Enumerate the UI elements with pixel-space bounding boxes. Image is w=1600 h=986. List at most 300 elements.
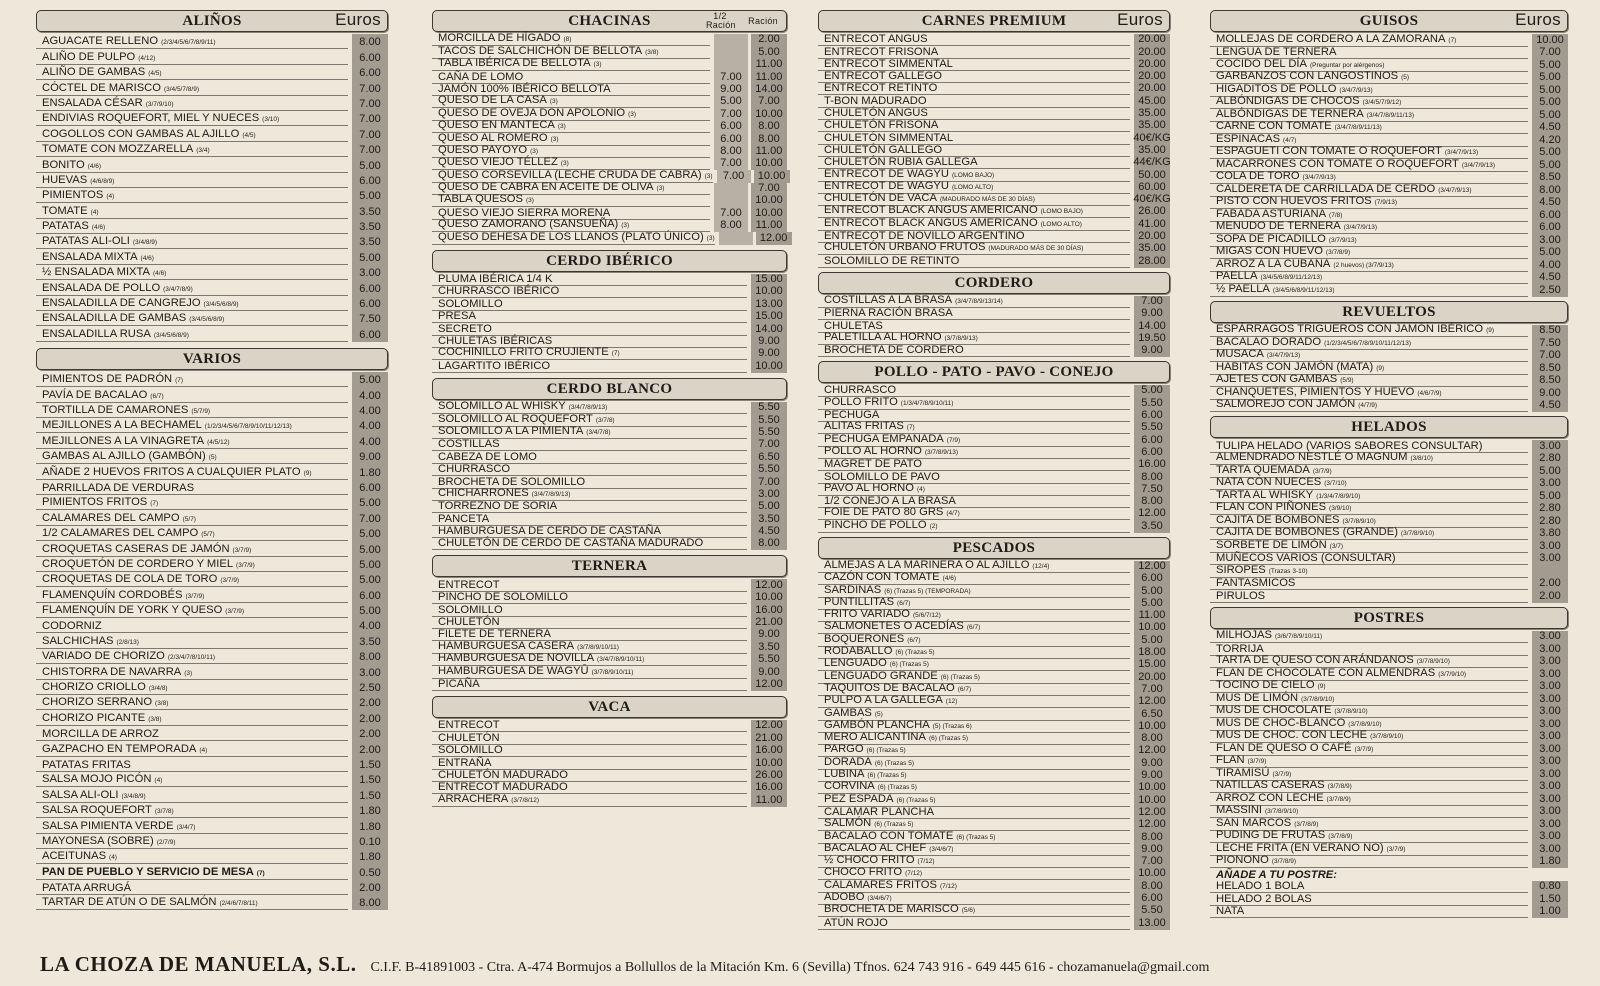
item-price: 7.00	[751, 439, 787, 451]
item-price: 26.00	[751, 770, 787, 782]
allergen-note: (LOMO BAJO)	[951, 171, 995, 179]
item-name: DORADA	[824, 755, 872, 768]
allergen-note: (4/6)	[87, 162, 102, 170]
item-name-cell	[1210, 855, 1528, 868]
allergen-note: (3)	[706, 234, 715, 242]
allergen-note: (3/4/7/8/9/13)	[568, 404, 608, 412]
menu-item	[1210, 856, 1568, 869]
item-name: QUESO DE LA CASA	[438, 94, 547, 107]
item-price: 20.00	[1134, 71, 1170, 83]
allergen-note: (3/7/8/9/10)	[1301, 695, 1335, 703]
menu-section	[432, 378, 787, 551]
item-name-cell	[432, 745, 747, 757]
item-price: 60.00	[1134, 182, 1170, 194]
item-name: PIMIENTOS FRITOS	[42, 496, 148, 509]
allergen-note: (LOMO ALTO)	[1040, 220, 1082, 228]
menu-items	[1210, 325, 1568, 413]
menu-item	[36, 280, 388, 295]
item-name-cell	[36, 636, 348, 649]
section-header	[432, 250, 787, 272]
item-name: ALMEJAS A LA MARINERA O AL AJILLO	[824, 558, 1030, 571]
section-header	[432, 10, 787, 32]
item-price: 10.00	[1134, 782, 1170, 794]
item-price: 7.50	[1532, 337, 1568, 350]
menu-item	[36, 880, 388, 895]
item-price: 3.00	[1532, 234, 1568, 247]
allergen-note: (4/12)	[138, 54, 156, 62]
item-price: 6.00	[1134, 573, 1170, 585]
item-price: 5.00	[1532, 72, 1568, 85]
menu-item	[36, 49, 388, 64]
item-name: PAVO AL HORNO	[824, 481, 914, 494]
item-name: TACOS DE SALCHICHÓN DE BELLOTA	[438, 44, 643, 57]
item-name: CALDERETA DE CARRILLADA DE CERDO	[1216, 182, 1436, 195]
item-name: MAGRET DE PATO	[824, 458, 923, 471]
item-name: CHULETÓN RUBIA GALLEGA	[824, 156, 978, 169]
item-name: BONITO	[42, 158, 85, 171]
item-name-cell	[432, 347, 747, 360]
item-name: CAÑA DE LOMO	[438, 70, 524, 83]
menu-column-3	[818, 10, 1170, 934]
allergen-note: (3/4/7/8/9/10/11)	[597, 656, 645, 664]
item-name-cell	[432, 794, 747, 807]
menu-section	[818, 10, 1170, 268]
item-price: 1.50	[352, 757, 388, 772]
item-price: 44€/KG	[1133, 156, 1171, 169]
item-name: PARRILLADA DE VERDURAS	[42, 481, 195, 494]
item-name-cell	[36, 283, 348, 296]
item-name-cell	[36, 236, 348, 249]
menu-item	[432, 617, 787, 629]
item-name: ENTRECOT RETINTO	[824, 82, 938, 95]
item-name: CHURRASCO	[438, 463, 511, 476]
item-price: 3.00	[1532, 631, 1568, 644]
half-portion-price: 6.00	[714, 133, 748, 145]
allergen-note: (3/7/9)	[1312, 467, 1332, 475]
item-name-cell	[36, 190, 348, 203]
allergen-note: (6) (Trazas 5)	[874, 821, 914, 829]
item-price: 5.00	[751, 501, 787, 513]
item-price: 10.00	[751, 286, 787, 298]
item-name: CHULETÓN DE CERDO DE CASTAÑA MADURADO	[438, 537, 704, 550]
item-name: PECHUGA EMPANADA	[824, 432, 944, 445]
item-price: 3.50	[352, 219, 388, 234]
item-name: CALAMARES FRITOS	[824, 878, 937, 891]
section-header	[818, 272, 1170, 294]
allergen-note: (3/7/9)	[1272, 770, 1292, 778]
allergen-note: (3/7/9/13)	[1328, 236, 1357, 244]
allergen-note: (3/4/7/9/13)	[1266, 352, 1301, 359]
half-portion-label: 1/2 Ración	[706, 11, 736, 30]
allergen-note: (7/12)	[939, 882, 957, 890]
item-name: POLLO FRITO	[824, 395, 898, 408]
allergen-note: (4/7)	[946, 510, 960, 518]
menu-items	[432, 34, 787, 245]
menu-item	[36, 680, 388, 695]
item-name: HUEVAS	[42, 173, 88, 186]
allergen-note: (9)	[1376, 364, 1385, 372]
item-name: FLAN	[1216, 754, 1245, 766]
menu-item	[36, 803, 388, 818]
item-price: 10.00	[1134, 794, 1170, 806]
item-price: 12.00	[751, 679, 787, 691]
allergen-note: (Trazas 3-10)	[1268, 567, 1308, 575]
menu-section	[1210, 607, 1568, 919]
menu-item	[36, 541, 388, 556]
allergen-note: (7)	[256, 869, 265, 877]
item-name-cell	[36, 436, 348, 449]
item-name: PAN DE PUEBLO Y SERVICIO DE MESA	[42, 865, 254, 878]
item-price: 10.00	[751, 757, 787, 769]
item-name: ENSALADILLA DE CANGREJO	[42, 297, 201, 310]
allergen-note: (4/6/8/9)	[90, 177, 115, 185]
allergen-note: (3/7/9)	[220, 577, 240, 585]
allergen-note: (3)	[557, 123, 566, 131]
item-name-cell	[1210, 743, 1528, 756]
menu-item	[36, 326, 388, 341]
allergen-note: (3/4/5/6/8/9/11/12/13)	[1260, 274, 1323, 281]
item-price: 20.00	[1134, 671, 1170, 683]
item-name-cell	[432, 232, 715, 245]
menu-section	[818, 272, 1170, 357]
allergen-note: (4)	[109, 854, 117, 862]
item-name: CHULETAS IBÉRICAS	[438, 334, 553, 347]
item-name: PECHUGA	[824, 409, 880, 422]
allergen-note: (3/4/8)	[148, 685, 168, 693]
item-price: 8.50	[1532, 325, 1568, 338]
item-price: 3.00	[1532, 668, 1568, 681]
item-name: FANTASMICOS	[1216, 577, 1296, 589]
menu-item	[1210, 743, 1568, 756]
item-price: 3.00	[1532, 478, 1568, 491]
section-header	[1210, 301, 1568, 323]
allergen-note: (3/7/8/9/10)	[1416, 658, 1450, 665]
item-name: CHULETÓN URBANO FRUTOS	[824, 241, 986, 254]
item-name-cell	[36, 760, 348, 772]
menu-item	[36, 249, 388, 264]
item-price: 20.00	[1134, 46, 1170, 58]
allergen-note: (4)	[916, 485, 925, 493]
item-name: TIRAMISÚ	[1216, 766, 1270, 779]
item-price: 9.00	[1134, 770, 1170, 782]
item-name: PATATAS ALI-OLI	[42, 235, 130, 248]
item-price: 6.50	[751, 451, 787, 463]
item-name: PATATAS	[42, 220, 89, 233]
allergen-note: (3/6/7/8/9/10/11)	[1274, 633, 1323, 640]
menu-item	[818, 733, 1170, 745]
item-price: 5.50	[1134, 905, 1170, 917]
item-name: FABADA ASTURIANA	[1216, 207, 1327, 220]
allergen-note: (8)	[563, 36, 572, 44]
menu-item	[1210, 259, 1568, 272]
item-price: 10.00	[1134, 622, 1170, 634]
item-price: 2.50	[1532, 284, 1568, 297]
item-name: GARBANZOS CON LANGOSTINOS	[1216, 70, 1399, 82]
item-name: BOQUERONES	[824, 632, 905, 645]
menu-section	[818, 537, 1170, 930]
allergen-note: (4/5/12)	[207, 438, 230, 446]
item-price: 2.00	[1532, 578, 1568, 591]
item-name: CAJITA DE BOMBONES (GRANDE)	[1216, 526, 1398, 538]
menu-item	[36, 787, 388, 802]
item-price: 3.00	[1532, 843, 1568, 856]
menu-item	[818, 46, 1170, 58]
item-price: 5.50	[751, 402, 787, 414]
item-price: 3.00	[1532, 540, 1568, 553]
menu-item	[36, 111, 388, 126]
portion-label: Ración	[748, 16, 778, 26]
item-name-cell	[1210, 591, 1528, 603]
item-name-cell	[432, 72, 710, 84]
allergen-note: (3)	[704, 172, 713, 180]
item-price: 10.00	[751, 207, 787, 219]
item-name-cell	[36, 144, 348, 157]
item-price: 14.00	[1134, 320, 1170, 332]
allergen-note: (5/6)	[961, 907, 976, 915]
allergen-note: (3/4/7/8/9/11/13)	[1334, 124, 1382, 131]
menu-item	[1210, 284, 1568, 297]
allergen-note: (3/7/8/9)	[1326, 795, 1351, 803]
allergen-note: (4/5)	[148, 70, 162, 78]
item-price: 11.00	[751, 59, 787, 71]
menu-item	[36, 449, 388, 464]
item-name: CHORIZO SERRANO	[42, 696, 153, 709]
item-price: 11.00	[751, 146, 787, 158]
menu-item	[432, 348, 787, 360]
item-name: SOLOMILLO AL WHISKY	[438, 400, 566, 413]
item-name: QUESO DE CABRA EN ACEITE DE OLIVA	[438, 181, 654, 194]
item-price: 4.50	[751, 526, 787, 538]
menu-item	[36, 234, 388, 249]
item-name-cell	[36, 713, 348, 726]
currency-label: Euros	[1117, 10, 1163, 29]
item-name: PULPO A LA GALLEGA	[824, 694, 943, 707]
item-name-cell	[432, 592, 747, 604]
item-name-cell	[818, 757, 1130, 770]
item-name-cell	[432, 286, 747, 298]
allergen-note: (7)	[611, 350, 620, 358]
item-name: SOPA DE PICADILLO	[1216, 232, 1326, 245]
menu-item	[36, 265, 388, 280]
item-name: ESPÁRRAGOS TRIGUEROS CON JAMÓN IBÉRICO	[1216, 323, 1484, 335]
item-price: 5.00	[1532, 490, 1568, 503]
item-price: 11.00	[751, 794, 787, 806]
menu-item	[36, 403, 388, 418]
item-name-cell	[818, 83, 1130, 95]
item-name: SORBETE DE LIMÓN	[1216, 538, 1327, 551]
menu-section	[818, 361, 1170, 533]
item-name: CHULETÓN ANGUS	[824, 107, 928, 120]
allergen-note: (3/4/5/6/8/9)	[203, 301, 239, 309]
item-price: 18.00	[1134, 647, 1170, 659]
allergen-note: (6/7)	[966, 624, 981, 632]
allergen-note: (1/2/3/4/5/6/7/8/9/10/11/12/13)	[1324, 339, 1412, 347]
menu-item	[432, 592, 787, 604]
item-name: CHURRASCO	[824, 384, 897, 397]
item-name: SOLOMILLO	[438, 603, 503, 616]
allergen-note: (3/7/8/9/10)	[1400, 530, 1435, 537]
item-name-cell	[432, 194, 710, 207]
allergen-note: (7/12)	[905, 870, 923, 878]
item-name: MAYONESA (SOBRE)	[42, 834, 154, 847]
item-price: 14.00	[751, 323, 787, 335]
menu-item	[36, 418, 388, 433]
menu-item	[818, 345, 1170, 357]
item-name-cell	[36, 390, 348, 403]
item-price: 9.00	[751, 666, 787, 678]
menu-item	[432, 59, 787, 71]
item-name: BROCHETA DE CORDERO	[824, 344, 964, 357]
allergen-note: (5)	[1401, 74, 1410, 81]
allergen-note: (2/3/4/5/6/7/8/9/11)	[161, 39, 216, 47]
section-title: ALIÑOS	[182, 13, 242, 29]
allergen-note: (3/4/7/8/9/11/13)	[1366, 111, 1414, 119]
allergen-note: (3/4)	[196, 147, 210, 155]
item-name: MERO ALICANTINA	[824, 731, 926, 744]
allergen-note: (LOMO BAJO)	[1040, 208, 1083, 216]
item-name-cell	[1210, 894, 1528, 906]
item-name-cell	[432, 464, 747, 476]
item-price: 5.50	[751, 427, 787, 439]
item-name: FRITO VARIADO	[824, 608, 910, 621]
item-price: 40€/KG	[1133, 131, 1171, 144]
allergen-note: (3/4/7/9/13)	[1302, 174, 1336, 181]
item-price: 0.80	[1532, 881, 1568, 894]
item-price: 20.00	[1134, 83, 1170, 95]
item-name: QUESO VIEJO TÉLLEZ	[438, 156, 558, 169]
menu-item	[818, 397, 1170, 409]
section-title: HELADOS	[1351, 419, 1427, 435]
item-name-cell	[36, 374, 348, 387]
allergen-note: (3/4/7/8/9/13/14)	[955, 297, 1003, 305]
item-price: 0.50	[352, 864, 388, 879]
item-price: 3.50	[751, 641, 787, 653]
item-name: BROCHETA DE MARISCO	[824, 903, 959, 916]
menu-item	[818, 83, 1170, 95]
item-price: 4.00	[352, 403, 388, 418]
allergen-note: (7)	[906, 424, 915, 432]
item-price: 9.00	[1134, 308, 1170, 320]
item-name-cell	[818, 96, 1130, 108]
item-name: BACALAO DORADO	[1216, 335, 1322, 348]
item-price: 2.00	[352, 880, 388, 895]
allergen-note: (4/6/7/9)	[1417, 389, 1442, 397]
item-name: CORVINA	[824, 780, 875, 793]
item-name: SOLOMILLO	[438, 744, 503, 757]
item-name: HABITAS CON JAMÓN (MATA)	[1216, 360, 1374, 373]
menu-item	[432, 195, 787, 207]
item-price: 5.00	[1532, 59, 1568, 72]
item-name: HAMBURGUESA CASERA	[438, 639, 575, 652]
item-name-cell	[1210, 399, 1528, 412]
item-name: 1/2 CONEJO A LA BRASA	[824, 495, 956, 508]
allergen-note: (3)	[184, 669, 193, 677]
allergen-note: (3/4/7/9/13)	[1444, 149, 1479, 156]
item-price: 12.00	[1134, 745, 1170, 757]
half-portion-price: 6.00	[714, 121, 748, 133]
allergen-note: (3)	[593, 61, 602, 69]
allergen-note: (3/7/8/9)	[1294, 820, 1319, 828]
section-title: VACA	[588, 698, 631, 715]
item-name: CHURRASCO IBÉRICO	[438, 285, 560, 298]
allergen-note: (3/4/7/8/9)	[163, 285, 193, 293]
menu-column-2	[432, 10, 787, 812]
menu-items	[36, 372, 388, 911]
item-name: CHULETÓN	[438, 731, 500, 744]
menu-item	[1210, 868, 1568, 881]
item-price: 6.00	[1532, 209, 1568, 222]
item-name: TOMATE CON MOZZARELLA	[42, 143, 194, 156]
allergen-note: (3/7/9)	[232, 546, 252, 554]
menu-item	[36, 219, 388, 234]
item-price: 5.00	[352, 495, 388, 510]
item-name-cell	[432, 58, 710, 71]
item-price: 1.50	[352, 772, 388, 787]
section-title: PESCADOS	[952, 539, 1036, 556]
menu-item	[36, 710, 388, 725]
allergen-note: (3/7/8)	[154, 808, 174, 816]
allergen-note: (MADURADO MÁS DE 30 DÍAS)	[939, 196, 1035, 204]
allergen-note: (3/4/5/7/8/9)	[163, 85, 199, 93]
item-name-cell	[36, 729, 348, 741]
allergen-note: (3/4/5/6/8/9/11/12/13)	[1272, 286, 1335, 294]
allergen-note: (3/7/8/9/10/11)	[577, 643, 619, 651]
item-price: 5.00	[352, 572, 388, 587]
item-name-cell	[432, 666, 747, 679]
item-name: ARRACHERA	[438, 792, 509, 805]
item-name: ENTRECOT DE WAGYU	[824, 167, 949, 180]
item-name: ENDIVIAS ROQUEFORT, MIEL Y NUECES	[42, 112, 260, 125]
item-name: COSTILLAS A LA BRASA	[824, 293, 953, 306]
item-price: 3.50	[751, 513, 787, 525]
item-name-cell	[818, 904, 1130, 917]
section-title: REVUELTOS	[1342, 303, 1436, 320]
item-name-cell	[36, 821, 348, 834]
item-price: 6.00	[352, 480, 388, 495]
item-name: QUESO DE OVEJA DON APOLONIO	[438, 106, 626, 119]
menu-item	[36, 142, 388, 157]
menu-item	[36, 296, 388, 311]
item-name: TARTAR DE ATÚN O DE SALMÓN	[42, 896, 217, 909]
allergen-note: (3/8)	[148, 715, 162, 723]
item-name-cell	[36, 313, 348, 326]
item-price: 5.00	[1532, 109, 1568, 122]
menu-items	[432, 402, 787, 551]
menu-item	[1210, 590, 1568, 603]
section-header	[432, 696, 787, 718]
item-name-cell	[818, 446, 1130, 459]
item-price: 5.50	[1134, 397, 1170, 409]
item-name-cell	[36, 774, 348, 787]
item-price: 10.00	[1134, 721, 1170, 733]
item-name: TULIPA HELADO (VARIOS SABORES CONSULTAR)	[1216, 439, 1483, 452]
item-name: PIONONO	[1216, 854, 1269, 866]
item-name: CROQUETAS CASERAS DE JAMÓN	[42, 542, 230, 555]
item-name: CALAMARES DEL CAMPO	[42, 511, 180, 524]
item-name-cell	[36, 651, 348, 664]
item-price: 8.50	[1532, 172, 1568, 185]
menu-items	[818, 34, 1170, 268]
item-name-cell	[36, 621, 348, 633]
item-price: 35.00	[1134, 145, 1170, 157]
menu-item	[818, 330, 1170, 345]
item-name: MEJILLONES A LA BECHAMEL	[42, 419, 202, 432]
item-name: TOCINO DE CIELO	[1216, 679, 1315, 691]
item-price: 7.00	[751, 476, 787, 488]
item-name: TARTA DE QUESO CON ARÁNDANOS	[1216, 654, 1414, 666]
item-name-cell	[36, 605, 348, 618]
allergen-note: (2)	[929, 522, 938, 530]
